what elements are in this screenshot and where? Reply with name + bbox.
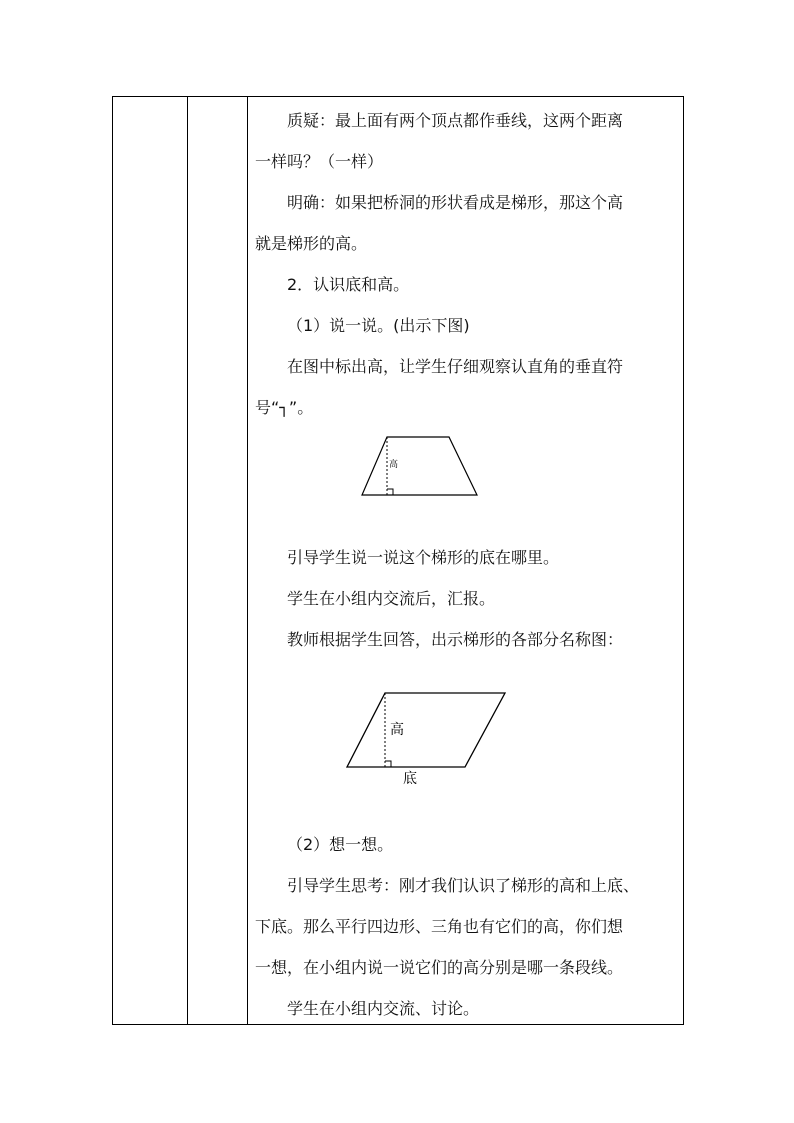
lesson-table	[112, 96, 684, 1025]
right-angle-mark	[387, 489, 393, 495]
trapezoid-shape	[362, 437, 477, 495]
parallelogram-shape	[347, 693, 505, 767]
paragraph-teacher-show: 教师根据学生回答，出示梯形的各部分名称图：	[287, 630, 624, 649]
paragraph-section-2: 2．认识底和高。	[287, 275, 410, 294]
paragraph-group-report: 学生在小组内交流后，汇报。	[287, 589, 496, 608]
right-angle-mark	[385, 761, 391, 767]
parallelogram-height-label: 高	[390, 722, 404, 738]
content-cell	[247, 97, 683, 1024]
paragraph-question-line2: 一样吗？（一样）	[255, 152, 384, 171]
paragraph-guide-base: 引导学生说一说这个梯形的底在哪里。	[287, 548, 560, 567]
paragraph-group-discuss: 学生在小组内交流、讨论。	[287, 999, 480, 1018]
paragraph-question-line1: 质疑：最上面有两个顶点都作垂线，这两个距离	[287, 111, 624, 130]
paragraph-think: （2）想一想。	[287, 835, 394, 854]
paragraph-mark-height-line2: 号“┐”。	[255, 398, 314, 417]
column-divider-1	[187, 97, 188, 1024]
paragraph-say-it: （1）说一说。(出示下图)	[287, 316, 470, 335]
paragraph-guide-think-line1: 引导学生思考：刚才我们认识了梯形的高和上底、	[287, 876, 640, 895]
trapezoid-figure	[357, 433, 497, 503]
parallelogram-base-label: 底	[403, 771, 417, 785]
paragraph-clarify-line2: 就是梯形的高。	[255, 234, 368, 253]
parallelogram-figure	[337, 685, 517, 785]
paragraph-guide-think-line3: 一想，在小组内说一说它们的高分别是哪一条段线。	[255, 958, 624, 977]
paragraph-clarify-line1: 明确：如果把桥洞的形状看成是梯形，那这个高	[287, 193, 624, 212]
paragraph-mark-height-line1: 在图中标出高，让学生仔细观察认直角的垂直符	[287, 357, 624, 376]
trapezoid-height-label: 高	[389, 460, 399, 470]
paragraph-guide-think-line2: 下底。那么平行四边形、三角也有它们的高，你们想	[255, 917, 624, 936]
